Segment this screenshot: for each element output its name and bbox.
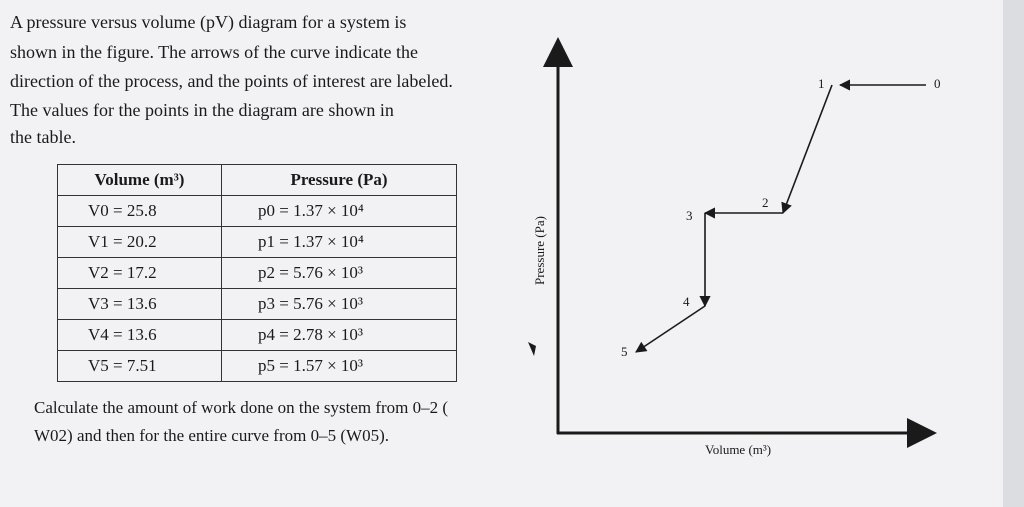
pressure-cell: p5 = 1.57 × 10³: [222, 351, 457, 382]
question-line-2: W02) and then for the entire curve from 0–5 (W05).: [34, 426, 389, 445]
y-axis-label: Pressure (Pa): [532, 216, 547, 285]
x-axis-label: Volume (m³): [705, 442, 772, 457]
point-label-5: 5: [621, 344, 628, 359]
pressure-cell: p2 = 5.76 × 10³: [222, 258, 457, 289]
pressure-cell: p1 = 1.37 × 10⁴: [222, 227, 457, 258]
pressure-cell: p4 = 2.78 × 10³: [222, 320, 457, 351]
volume-cell: V4 = 13.6: [58, 320, 222, 351]
volume-cell: V3 = 13.6: [58, 289, 222, 320]
page-edge: [1003, 0, 1024, 507]
intro-line-1: A pressure versus volume (pV) diagram for a system is: [10, 12, 407, 32]
pressure-cell: p3 = 5.76 × 10³: [222, 289, 457, 320]
intro-line-3: direction of the process, and the points of interest are labeled.: [10, 71, 453, 91]
segment-4-5: [636, 306, 705, 352]
point-label-2: 2: [762, 195, 769, 210]
stray-mark: [528, 342, 536, 356]
table-header-row: [58, 165, 457, 196]
point-label-3: 3: [686, 208, 693, 223]
question-line-1: Calculate the amount of work done on the system from 0–2 (: [34, 398, 449, 417]
table-row: [58, 196, 457, 227]
intro-line-5: the table.: [10, 127, 76, 147]
volume-cell: V1 = 20.2: [58, 227, 222, 258]
table-row: [58, 289, 457, 320]
volume-column-header: Volume (m³): [58, 165, 222, 196]
pressure-column-header: Pressure (Pa): [222, 165, 457, 196]
intro-line-4: The values for the points in the diagram are shown in: [10, 100, 394, 120]
table-row: [58, 351, 457, 382]
table-row: [58, 320, 457, 351]
point-label-0: 0: [934, 76, 941, 91]
intro-line-2: shown in the figure. The arrows of the curve indicate the: [10, 42, 419, 62]
volume-cell: V2 = 17.2: [58, 258, 222, 289]
values-table: [57, 164, 457, 382]
point-label-4: 4: [683, 294, 690, 309]
table-row: [58, 227, 457, 258]
table-row: [58, 258, 457, 289]
pv-diagram: [520, 30, 950, 470]
point-label-1: 1: [818, 76, 825, 91]
pressure-cell: p0 = 1.37 × 10⁴: [222, 196, 457, 227]
volume-cell: V5 = 7.51: [58, 351, 222, 382]
volume-cell: V0 = 25.8: [58, 196, 222, 227]
segment-1-2: [783, 85, 832, 213]
